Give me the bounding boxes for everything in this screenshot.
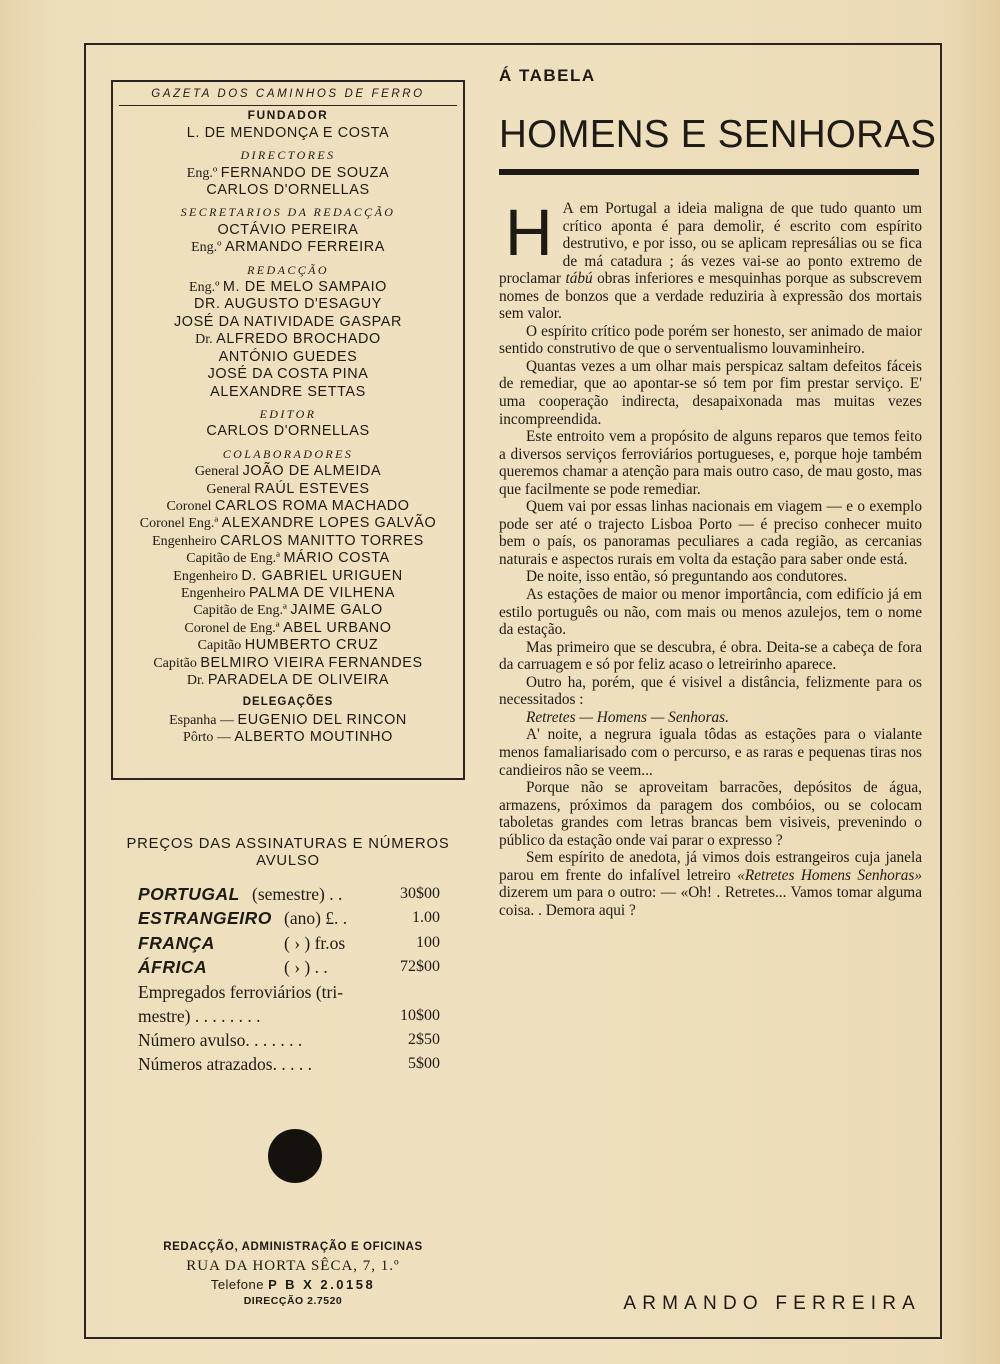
delegations-list (113, 712, 463, 747)
delegation-place: Espanha — (169, 712, 238, 728)
staff-title: Dr. (195, 332, 217, 348)
staff-name-text: BELMIRO VIEIRA FERNANDES (200, 654, 423, 671)
price-label: PORTUGAL (138, 884, 240, 904)
delegation-name: ALBERTO MOUTINHO (234, 729, 393, 746)
staff-name (113, 602, 463, 619)
staff-name-text: ANTÓNIO GUEDES (218, 348, 358, 365)
staff-name (113, 620, 463, 637)
paragraph: Porque não se aproveitam barracões, depósitos de água, armazens, próximos da paragem dos combóios, ou se colocam taboletas grandes com letras brancas bem visiveis, prevenindo o público da estação onde vai parar o expresso ? (499, 779, 922, 849)
staff-name-text: ALFREDO BROCHADO (216, 331, 381, 348)
staff-name (113, 239, 463, 256)
directors-list (113, 165, 463, 200)
price-row-employees (138, 980, 442, 1028)
article-headline: HOMENS E SENHORAS (499, 113, 937, 156)
staff-title: Engenheiro (152, 533, 221, 549)
prices-table (138, 882, 442, 1076)
price-row (138, 931, 442, 955)
staff-name-text: ALEXANDRE SETTAS (210, 383, 366, 400)
paragraph: De noite, isso então, só preguntando aos condutores. (526, 568, 848, 586)
price-label: ÁFRICA (138, 957, 208, 978)
staff-name (113, 672, 463, 689)
delegation-name: EUGENIO DEL RINCON (237, 711, 407, 728)
price-row-single (138, 1028, 442, 1052)
paragraph: Quantas vezes a um olhar mais perspicaz saltam defeitos fáceis de remediar, que ao apontar-se só tem por fim prestar serviço. E' uma cooperação indirecta, desapaixonada mas muitas vezes incompreendida. (499, 357, 922, 428)
staff-title: Coronel de Eng.ª (184, 620, 284, 636)
price-value: 100 (416, 933, 440, 951)
staff-name-text: ABEL URBANO (283, 619, 392, 636)
prices-heading (116, 836, 460, 870)
staff-name-text: D. GABRIEL URIGUEN (241, 567, 403, 584)
staff-name (113, 637, 463, 654)
delegation-line (113, 729, 463, 746)
quoted-sign-text: Retretes — Homens — Senhoras. (526, 708, 729, 726)
staff-title: General (206, 481, 255, 497)
price-detail: (ano) £. . (284, 908, 348, 929)
ornament-dot (268, 1129, 322, 1183)
staff-name-text: PALMA DE VILHENA (248, 584, 396, 601)
staff-name (113, 585, 463, 602)
editor-label: EDITOR (259, 406, 317, 421)
staff-name (113, 222, 463, 239)
prices-heading-line1: PREÇOS DAS ASSINATURAS E NÚMEROS (126, 836, 450, 852)
paragraph: As estações de maior ou menor importância, com edifício já em estilo português ou não, com mais ou menos azulejos, tem o nome da estação. (499, 586, 922, 639)
staff-name-text: OCTÁVIO PEREIRA (217, 221, 359, 238)
staff-name-text: RAÚL ESTEVES (254, 480, 370, 497)
staff-name (113, 296, 463, 313)
staff-name-text: M. DE MELO SAMPAIO (222, 279, 387, 296)
staff-title: Engenheiro (180, 585, 249, 601)
paragraph: O espírito crítico pode porém ser honesto, ser animado de maior sentido construtivo de que o serventualismo louvaminheiro. (499, 322, 922, 358)
staff-name-text: JAIME GALO (290, 602, 383, 619)
headline-rule (499, 169, 919, 175)
staff-name (113, 349, 463, 366)
directors-label: DIRECTORES (240, 148, 336, 163)
delegations-label: DELEGAÇÕES (242, 696, 334, 709)
price-value: 30$00 (400, 885, 440, 902)
address-line2: RUA DA HORTA SÊCA, 7, 1.º (186, 1258, 400, 1274)
staff-title: Coronel (166, 498, 216, 514)
section-title: Á TABELA (499, 66, 596, 85)
staff-name (113, 481, 463, 498)
masthead-title: GAZETA DOS CAMINHOS DE FERRO (119, 86, 457, 106)
editorial-list (113, 279, 463, 401)
staff-name (113, 515, 463, 532)
staff-name-text: JOSÉ DA NATIVIDADE GASPAR (174, 313, 402, 330)
prices-heading-line2: AVULSO (256, 853, 320, 869)
staff-title: Eng.º (186, 165, 221, 181)
editor-name: CARLOS D'ORNELLAS (206, 423, 370, 440)
staff-name (113, 366, 463, 383)
direction-phone: DIRECÇÃO 2.7520 (243, 1295, 343, 1307)
staff-name-text: MÁRIO COSTA (283, 550, 390, 567)
staff-name-text: CARLOS ROMA MACHADO (215, 497, 410, 514)
phone-label: Telefone (210, 1277, 264, 1292)
staff-name (113, 182, 463, 199)
staff-name-text: ARMANDO FERREIRA (224, 239, 385, 256)
staff-name-text: HUMBERTO CRUZ (244, 637, 379, 654)
staff-title: General (194, 464, 243, 480)
subscription-prices (116, 836, 460, 1076)
staff-name-text: JOÃO DE ALMEIDA (242, 463, 382, 480)
price-value: 1.00 (412, 909, 440, 927)
phone-number: P B X 2.0158 (268, 1277, 376, 1292)
paragraph: A' noite, a negrura iguala tôdas as estações para o vialante menos famaliarisado com o percurso, e as raras e pequenas tiras nos candieiros não se veem... (499, 726, 922, 779)
price-label: FRANÇA (138, 932, 215, 953)
price-detail: ( › ) . . (284, 957, 328, 978)
price-detail: (semestre) . . (252, 884, 343, 904)
price-label-cont: mestre) . . . . . . . . (138, 1005, 261, 1026)
price-value: 72$00 (400, 958, 440, 976)
staff-title: Coronel Eng.ª (139, 516, 222, 532)
secretaries-label: SECRETARIOS DA REDACÇÃO (180, 205, 396, 220)
staff-title: Capitão (197, 638, 245, 654)
staff-title: Engenheiro (173, 568, 242, 584)
price-detail: ( › ) fr.os (284, 932, 346, 953)
staff-name (113, 655, 463, 672)
staff-name-text: JOSÉ DA COSTA PINA (207, 366, 369, 383)
founder-name: L. DE MENDONÇA E COSTA (186, 124, 390, 141)
staff-name (113, 533, 463, 550)
phone-line (118, 1276, 468, 1294)
staff-title: Capitão de Eng.ª (186, 551, 284, 567)
staff-name-text: CARLOS MANITTO TORRES (220, 532, 424, 549)
delegation-line (113, 712, 463, 729)
paragraph: Mas primeiro que se descubra, é obra. Deita-se a cabeça de fora da carruagem e só por feliz acaso o letreirinho aparece. (499, 638, 922, 674)
paragraph: Sem espírito de anedota, já vimos dois estrangeiros cuja janela parou em frente do infalível letreiro «Retretes Homens Senhoras» dizerem um para o outro: — «Oh! . Retretes... Vamos tomar alguma coisa. . Demora aqui ? (499, 849, 923, 919)
staff-title: Dr. (186, 673, 208, 688)
staff-title: Eng.º (189, 280, 223, 296)
price-row (138, 955, 442, 979)
price-value: 10$00 (400, 1006, 440, 1024)
price-label: Números atrazados. . . . . (138, 1053, 312, 1074)
staff-name (113, 568, 463, 585)
staff-name-text: ALEXANDRE LOPES GALVÃO (221, 515, 437, 532)
secretaries-list (113, 222, 463, 257)
masthead-box (111, 80, 465, 780)
publisher-address (118, 1238, 468, 1309)
article-body (499, 195, 923, 919)
staff-name-text: CARLOS D'ORNELLAS (206, 182, 370, 199)
staff-name (113, 314, 463, 331)
staff-name (113, 279, 463, 296)
staff-name (113, 463, 463, 480)
price-label: Empregados ferroviários (tri- (138, 981, 344, 1002)
staff-name-text: PARADELA DE OLIVEIRA (207, 672, 390, 688)
collaborators-list (113, 463, 463, 689)
price-value: 2$50 (408, 1030, 440, 1048)
staff-name-text: FERNANDO DE SOUZA (220, 164, 390, 181)
founder-label: FUNDADOR (247, 108, 329, 123)
delegation-place: Pôrto — (183, 730, 235, 746)
price-row (138, 882, 442, 906)
staff-name (113, 331, 463, 348)
paragraph: Quem vai por essas linhas nacionais em viagem — e o exemplo pode ser até o trajecto Lisboa Porto — é preciso conhecer muito bem o país, os panoramas peculiares a cada região, as cercanias naturais e aspectos rurais em volta da estação para saber onde está. (499, 498, 922, 568)
staff-title: Capitão (153, 655, 201, 671)
staff-title: Eng.º (191, 240, 225, 256)
editorial-label: REDACÇÃO (247, 262, 329, 277)
staff-name (113, 498, 463, 515)
price-label: ESTRANGEIRO (138, 908, 272, 929)
staff-title: Capitão de Eng.ª (193, 603, 291, 619)
drop-cap: H (505, 195, 553, 269)
paragraph: Este entroito vem a propósito de alguns reparos que temos feito a diversos serviços ferroviários portugueses, e, porque hoje também queremos chamar a atenção para mais outro caso, de mau gosto, mas que facilmente se pode remediar. (499, 428, 922, 498)
staff-name (113, 165, 463, 182)
paragraph: H A em Portugal a ideia maligna de que tudo quanto um crítico aponta é para demolir, é escrito com espírito destrutivo, e por isso, ou se aplicam represálias ou se fica de má catadura ; ás vezes vai-se ao ponto extremo de proclamar tábú obras inferiores e mesquinhas porque as subscrevem nomes de bonzos que a verdade reduziria à expressão dos mortais sem valor. (499, 195, 922, 323)
price-row-back-issues (138, 1052, 442, 1076)
paragraph: Outro ha, porém, que é visivel a distância, felizmente para os necessitados : (499, 673, 922, 709)
staff-name (113, 550, 463, 567)
staff-name (113, 384, 463, 401)
price-label: Número avulso. . . . . . . (138, 1029, 303, 1050)
price-row (138, 906, 442, 930)
author-signature: ARMANDO FERREIRA (623, 1293, 921, 1314)
staff-name-text: DR. AUGUSTO D'ESAGUY (193, 296, 382, 313)
address-line1: REDACÇÃO, ADMINISTRAÇÃO E OFICINAS (163, 1241, 423, 1253)
collaborators-label: COLABORADORES (222, 446, 354, 461)
price-value: 5$00 (408, 1054, 440, 1072)
